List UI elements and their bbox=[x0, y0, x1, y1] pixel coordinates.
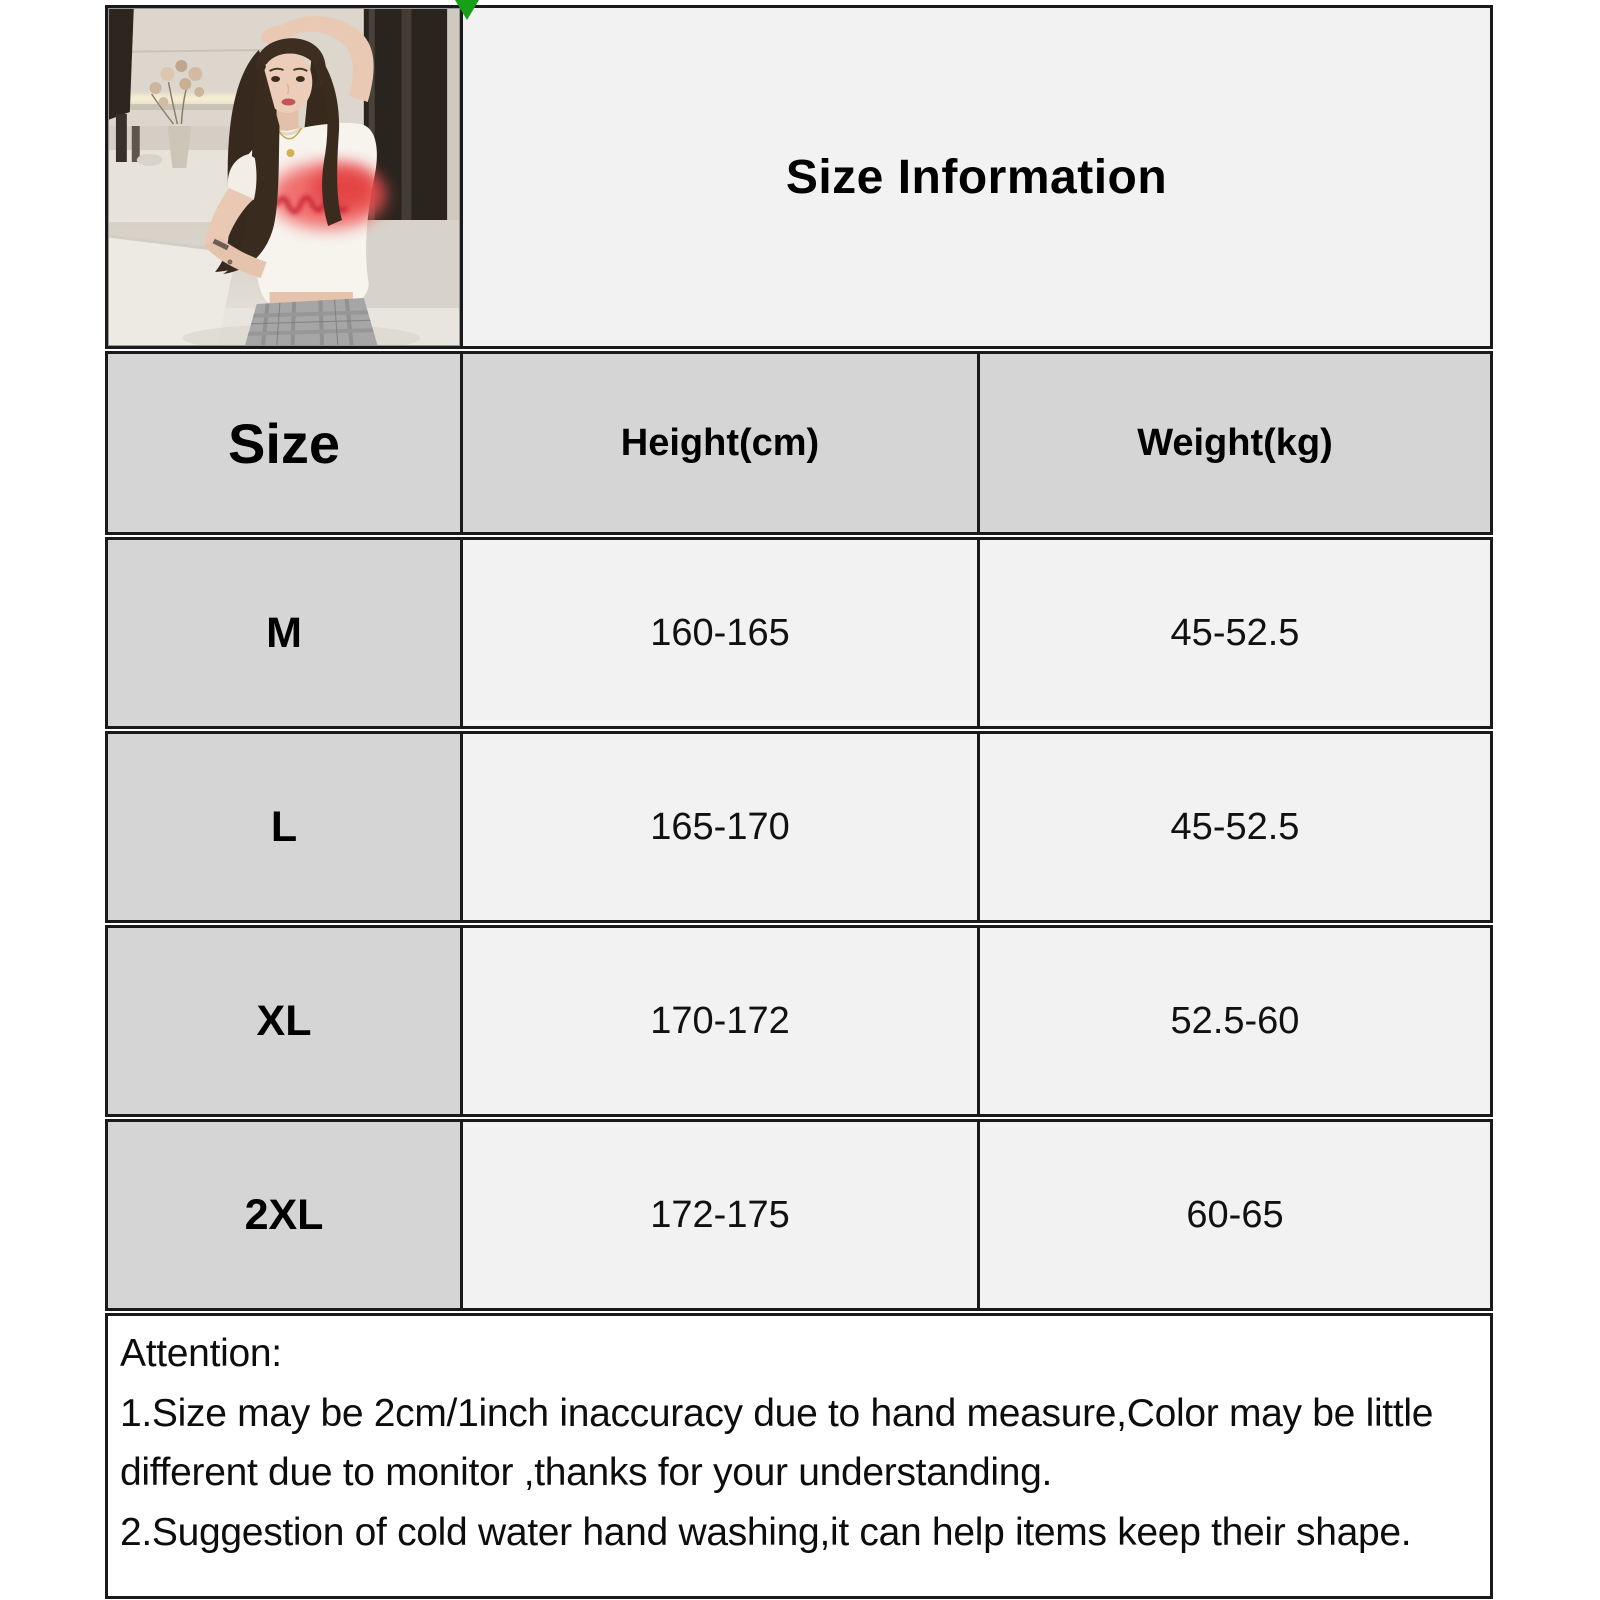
product-photo bbox=[108, 8, 460, 346]
height-value: 172-175 bbox=[463, 1122, 980, 1308]
column-header-height: Height(cm) bbox=[463, 354, 980, 532]
product-photo-cell bbox=[108, 8, 463, 346]
size-label: L bbox=[108, 734, 463, 920]
size-label: XL bbox=[108, 928, 463, 1114]
table-row-xl bbox=[105, 925, 1493, 1117]
size-chart-sheet bbox=[105, 5, 1493, 1599]
green-corner-flag-icon bbox=[455, 0, 479, 20]
height-value: 165-170 bbox=[463, 734, 980, 920]
page-title: Size Information bbox=[785, 150, 1168, 204]
size-label: M bbox=[108, 540, 463, 726]
title-row bbox=[105, 5, 1493, 349]
size-label: 2XL bbox=[108, 1122, 463, 1308]
height-value: 160-165 bbox=[463, 540, 980, 726]
table-header-row bbox=[105, 351, 1493, 535]
attention-heading: Attention: bbox=[120, 1332, 282, 1375]
height-value: 170-172 bbox=[463, 928, 980, 1114]
table-row-2xl bbox=[105, 1119, 1493, 1311]
weight-value: 45-52.5 bbox=[980, 540, 1490, 726]
title-cell bbox=[463, 8, 1490, 346]
table-row-m bbox=[105, 537, 1493, 729]
attention-note-2: 2.Suggestion of cold water hand washing,it can help items keep their shape. bbox=[120, 1510, 1412, 1554]
weight-value: 52.5-60 bbox=[980, 928, 1490, 1114]
column-header-size: Size bbox=[108, 354, 463, 532]
weight-value: 45-52.5 bbox=[980, 734, 1490, 920]
weight-value: 60-65 bbox=[980, 1122, 1490, 1308]
table-row-l bbox=[105, 731, 1493, 923]
column-header-weight: Weight(kg) bbox=[980, 354, 1490, 532]
attention-text-block bbox=[108, 1316, 1490, 1563]
attention-note-1: 1.Size may be 2cm/1inch inaccuracy due to hand measure,Color may be little different due to monitor ,thanks for your understanding. bbox=[120, 1391, 1434, 1495]
attention-section bbox=[105, 1313, 1493, 1599]
